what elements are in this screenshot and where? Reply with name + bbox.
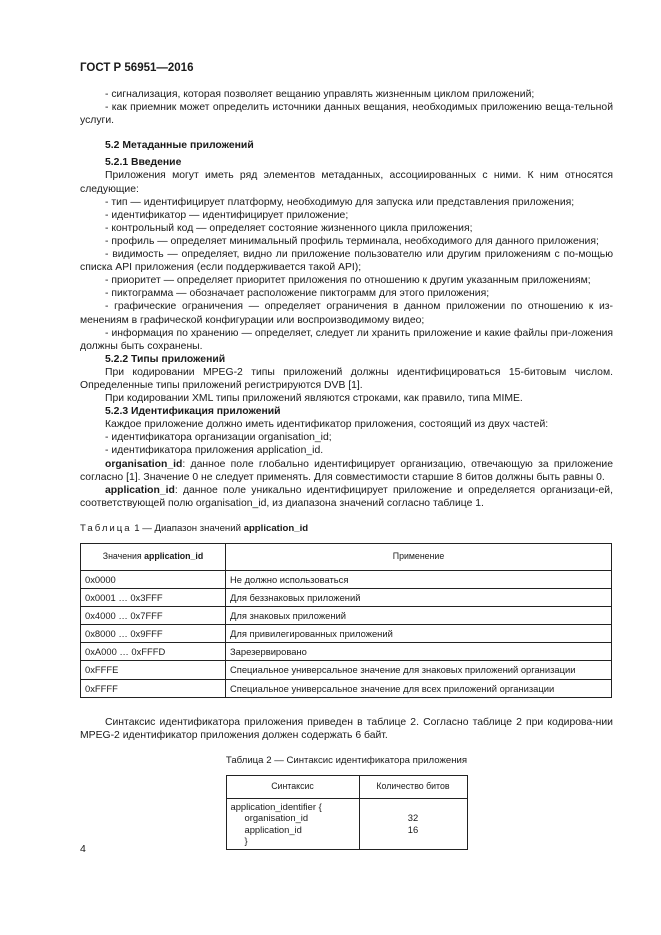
subsection-heading: 5.2.2 Типы приложений [105, 353, 226, 365]
table-label: Таблица [225, 754, 264, 766]
section-heading: 5.2 Метаданные приложений [105, 140, 254, 152]
caption-text: 1 — Диапазон значений [134, 522, 244, 534]
syntax-cell [226, 798, 359, 849]
table2-header-syntax: Синтаксис [226, 775, 359, 798]
paragraph: При кодировании MPEG-2 типы приложений должны идентифицироваться 15-битовым числом. Определенные типы приложений регистрируются DVB [1]. [80, 366, 613, 391]
paragraph: Синтаксис идентификатора приложения приведен в таблице 2. Согласно таблице 2 при кодирова-нии MPEG-2 идентификатор приложения должен содержать 6 байт. [80, 716, 613, 741]
usage-cell: Для беззнаковых приложений [226, 589, 612, 607]
header-text: Значения [102, 551, 145, 562]
syntax-line: application_id [244, 823, 302, 835]
caption-text: 2 — Синтаксис идентификатора приложения [266, 754, 468, 766]
caption-term: application_id [243, 522, 309, 534]
list-item: - профиль — определяет минимальный профиль терминала, необходимого для данного приложения; [105, 235, 599, 247]
term: organisation_id [105, 458, 183, 470]
value-cell: 0x8000 … 0x9FFF [81, 625, 226, 643]
bits-value: 16 [407, 823, 419, 835]
paragraph: Приложения могут иметь ряд элементов метаданных, ассоциированных с ними. К ним относятся следующие: [80, 170, 613, 195]
table-row [81, 679, 612, 697]
table2-caption [80, 754, 613, 767]
intro-item: - как приемник может определить источники данных вещания, необходимых приложению веща-тельной услуги. [80, 102, 613, 127]
table-row [81, 571, 612, 589]
list-item: - идентификатора приложения application_id. [105, 445, 324, 457]
table1-header-values [81, 544, 226, 571]
document-header: ГОСТ Р 56951—2016 [80, 62, 194, 74]
list-item: - идентификатор — идентифицирует приложение; [105, 209, 349, 221]
table1-header-usage: Применение [226, 544, 612, 571]
definition: : данное поле глобально идентифицирует организацию, отвечающую за приложение согласно [1]. Значение 0 не следует применять. Для совместимости старшие 8 битов должны быть равны 0. [80, 458, 613, 483]
value-cell: 0x0001 … 0x3FFF [81, 589, 226, 607]
paragraph: Каждое приложение должно иметь идентификатор приложения, состоящий из двух частей: [105, 419, 549, 431]
table-row [81, 643, 612, 661]
table-row [81, 625, 612, 643]
list-item: - приоритет — определяет приоритет приложения по отношению к другим указанным приложениям; [105, 275, 591, 287]
usage-cell: Специальное универсальное значение для знаковых приложений организации [226, 661, 612, 679]
list-item: - пиктограмма — обозначает расположение пиктограмм для этого приложения; [105, 288, 490, 300]
subsection-heading: 5.2.3 Идентификация приложений [105, 406, 281, 418]
bits-cell [359, 798, 467, 849]
usage-cell: Для знаковых приложений [226, 607, 612, 625]
subsection-heading: 5.2.1 Введение [105, 157, 182, 169]
value-cell: 0x0000 [81, 571, 226, 589]
bits-value: 32 [407, 812, 419, 824]
table2 [226, 775, 468, 850]
value-cell: 0xFFFF [81, 679, 226, 697]
definition: : данное поле уникально идентифицирует приложение и определяется организаци-ей, соответствующей полю organisation_id, из диапазона значений согласно таблице 1. [80, 484, 613, 509]
table1-caption [80, 522, 613, 535]
table-row [81, 661, 612, 679]
list-item: - графические ограничения — определяет ограничения в данном приложении по отношению к из-менениям в графической конфигурации или воспроизводимому видео; [80, 301, 613, 326]
usage-cell: Зарезервировано [226, 643, 612, 661]
list-item: - информация по хранению — определяет, следует ли хранить приложение и какие файлы при-ложения должны быть сохранены. [80, 327, 613, 352]
term: application_id [105, 484, 175, 496]
syntax-line: application_identifier { [230, 800, 322, 812]
list-item: - тип — идентифицирует платформу, необходимую для запуска или представления приложения; [105, 196, 575, 208]
table-row [81, 607, 612, 625]
list-item: - идентификатора организации organisation_id; [105, 432, 332, 444]
value-cell: 0x4000 … 0x7FFF [81, 607, 226, 625]
paragraph: При кодировании XML типы приложений являются строками, как правило, типа MIME. [105, 393, 523, 405]
page-content [80, 88, 613, 850]
table1 [80, 543, 612, 698]
page-number: 4 [80, 843, 86, 855]
paragraph-organisation-id [80, 458, 613, 484]
paragraph-application-id [80, 484, 613, 510]
intro-item: - сигнализация, которая позволяет вещанию управлять жизненным циклом приложений; [105, 89, 535, 100]
table2-header-bits: Количество битов [359, 775, 467, 798]
table-label: Таблица [80, 522, 132, 534]
table-row [81, 589, 612, 607]
value-cell: 0xFFFE [81, 661, 226, 679]
list-item: - видимость — определяет, видно ли приложение пользователю или другим приложениям с по-мощью списка API приложения (если поддерживается такой API); [80, 249, 613, 274]
header-term: application_id [144, 551, 204, 562]
usage-cell: Для привилегированных приложений [226, 625, 612, 643]
table-row [226, 798, 467, 849]
value-cell: 0xA000 … 0xFFFD [81, 643, 226, 661]
syntax-line: } [244, 835, 248, 847]
usage-cell: Не должно использоваться [226, 571, 612, 589]
usage-cell: Специальное универсальное значение для всех приложений организации [226, 679, 612, 697]
list-item: - контрольный код — определяет состояние жизненного цикла приложения; [105, 222, 473, 234]
syntax-line: organisation_id [244, 812, 309, 824]
